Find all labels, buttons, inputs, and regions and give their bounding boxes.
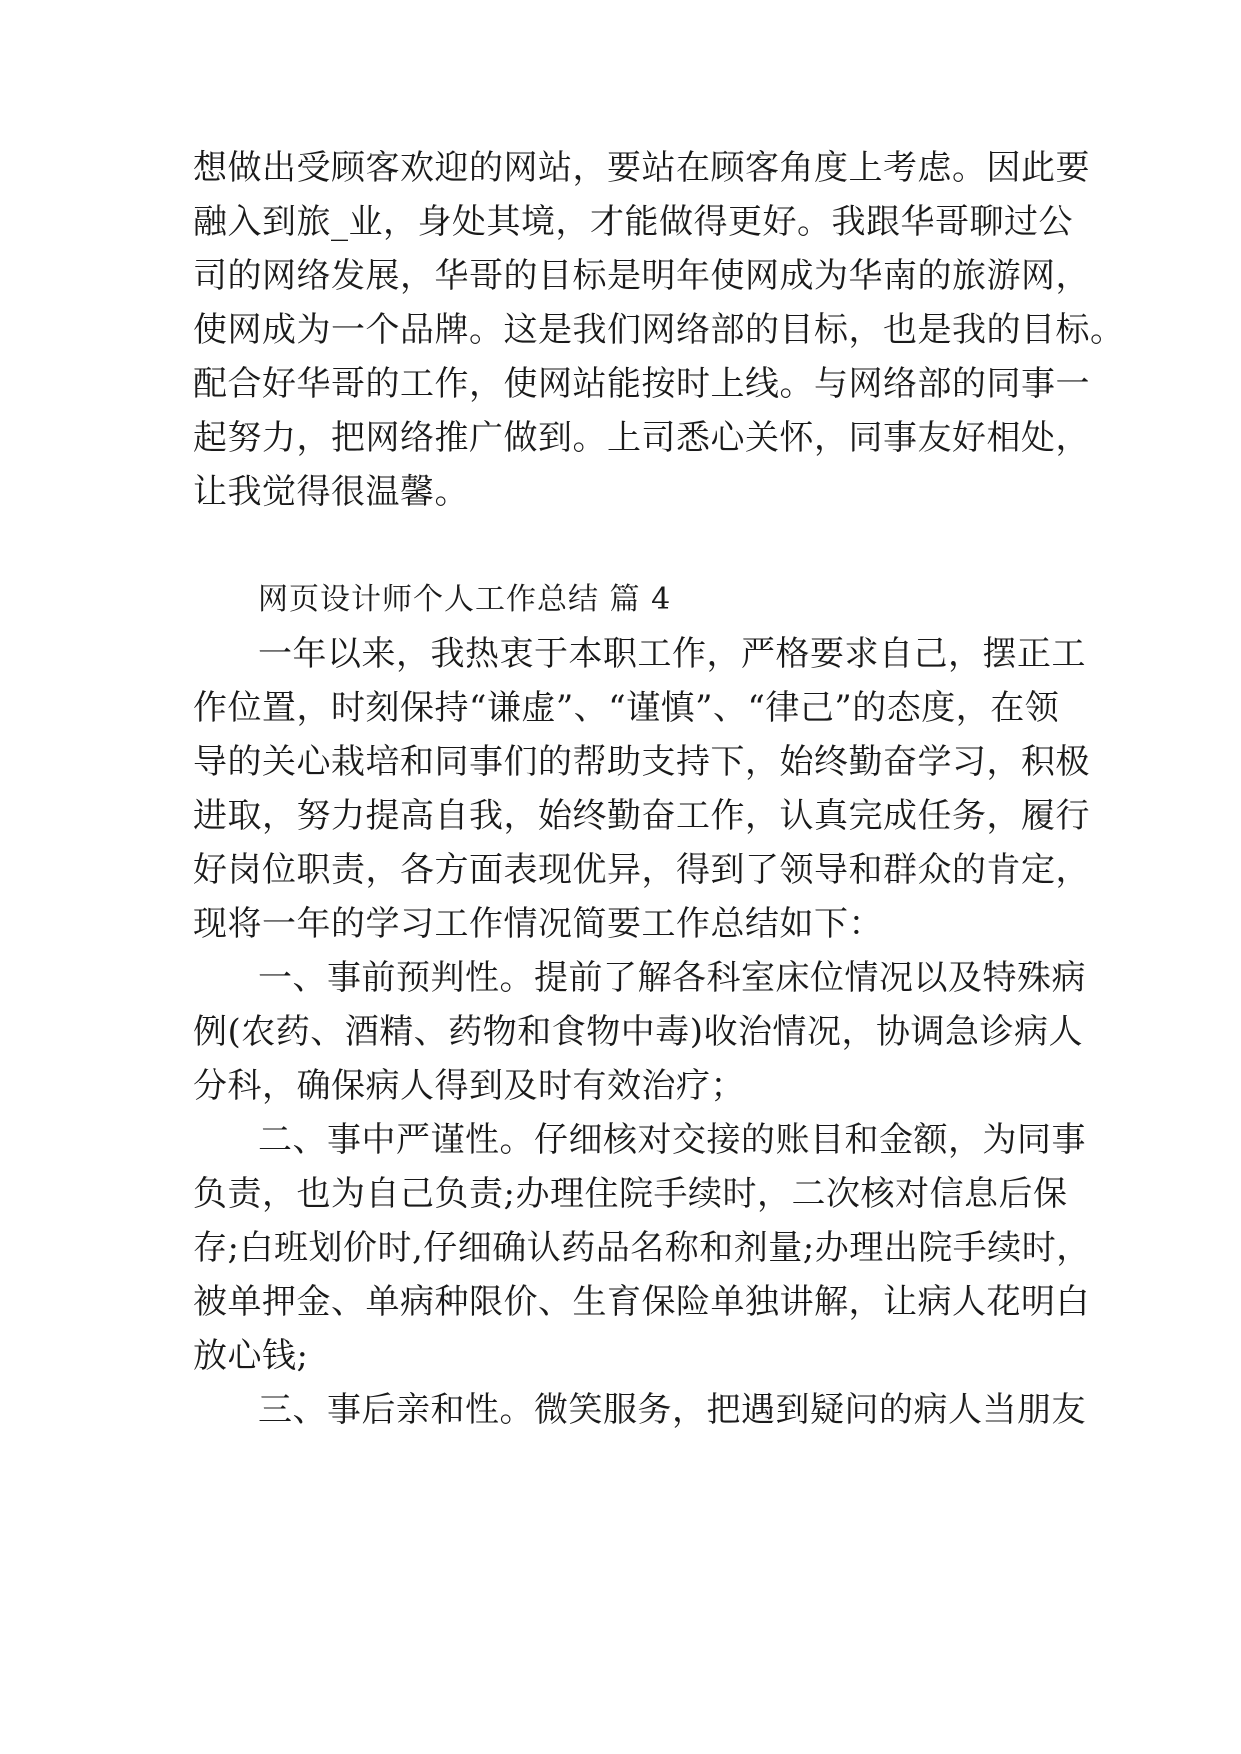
item-2-line: 负责，也为自己负责;办理住院手续时，二次核对信息后保 bbox=[193, 1174, 1068, 1214]
intro-line: 现将一年的学习工作情况简要工作总结如下： bbox=[193, 904, 883, 944]
paragraph-line: 让我觉得很温馨。 bbox=[193, 472, 469, 512]
intro-line: 一年以来，我热衷于本职工作，严格要求自己，摆正工 bbox=[258, 634, 1086, 674]
item-2-line: 放心钱; bbox=[193, 1336, 309, 1376]
paragraph-line: 使网成为一个品牌。这是我们网络部的目标，也是我的目标。 bbox=[193, 310, 1125, 350]
paragraph-line: 想做出受顾客欢迎的网站，要站在顾客角度上考虑。因此要 bbox=[193, 148, 1090, 188]
intro-line: 作位置，时刻保持“谦虚”、“谨慎”、“律己”的态度，在领 bbox=[193, 688, 1060, 728]
intro-line: 进取，努力提高自我，始终勤奋工作，认真完成任务，履行 bbox=[193, 796, 1090, 836]
item-3-line: 三、事后亲和性。微笑服务，把遇到疑问的病人当朋友 bbox=[258, 1390, 1086, 1430]
item-1-line: 例(农药、酒精、药物和食物中毒)收治情况，协调急诊病人 bbox=[193, 1012, 1084, 1052]
item-2-line: 存;白班划价时,仔细确认药品名称和剂量;办理出院手续时， bbox=[193, 1228, 1091, 1268]
paragraph-line: 融入到旅_业，身处其境，才能做得更好。我跟华哥聊过公 bbox=[193, 202, 1073, 242]
section-heading: 网页设计师个人工作总结 篇 4 bbox=[258, 582, 672, 617]
item-2-line: 被单押金、单病种限价、生育保险单独讲解，让病人花明白 bbox=[193, 1282, 1090, 1322]
paragraph-line: 配合好华哥的工作，使网站能按时上线。与网络部的同事一 bbox=[193, 364, 1090, 404]
intro-line: 导的关心栽培和同事们的帮助支持下，始终勤奋学习，积极 bbox=[193, 742, 1090, 782]
paragraph-line: 起努力，把网络推广做到。上司悉心关怀，同事友好相处， bbox=[193, 418, 1090, 458]
item-1-line: 一、事前预判性。提前了解各科室床位情况以及特殊病 bbox=[258, 958, 1086, 998]
paragraph-line: 司的网络发展，华哥的目标是明年使网成为华南的旅游网， bbox=[193, 256, 1090, 296]
item-2-line: 二、事中严谨性。仔细核对交接的账目和金额，为同事 bbox=[258, 1120, 1086, 1160]
intro-line: 好岗位职责，各方面表现优异，得到了领导和群众的肯定， bbox=[193, 850, 1090, 890]
item-1-line: 分科，确保病人得到及时有效治疗； bbox=[193, 1066, 745, 1106]
